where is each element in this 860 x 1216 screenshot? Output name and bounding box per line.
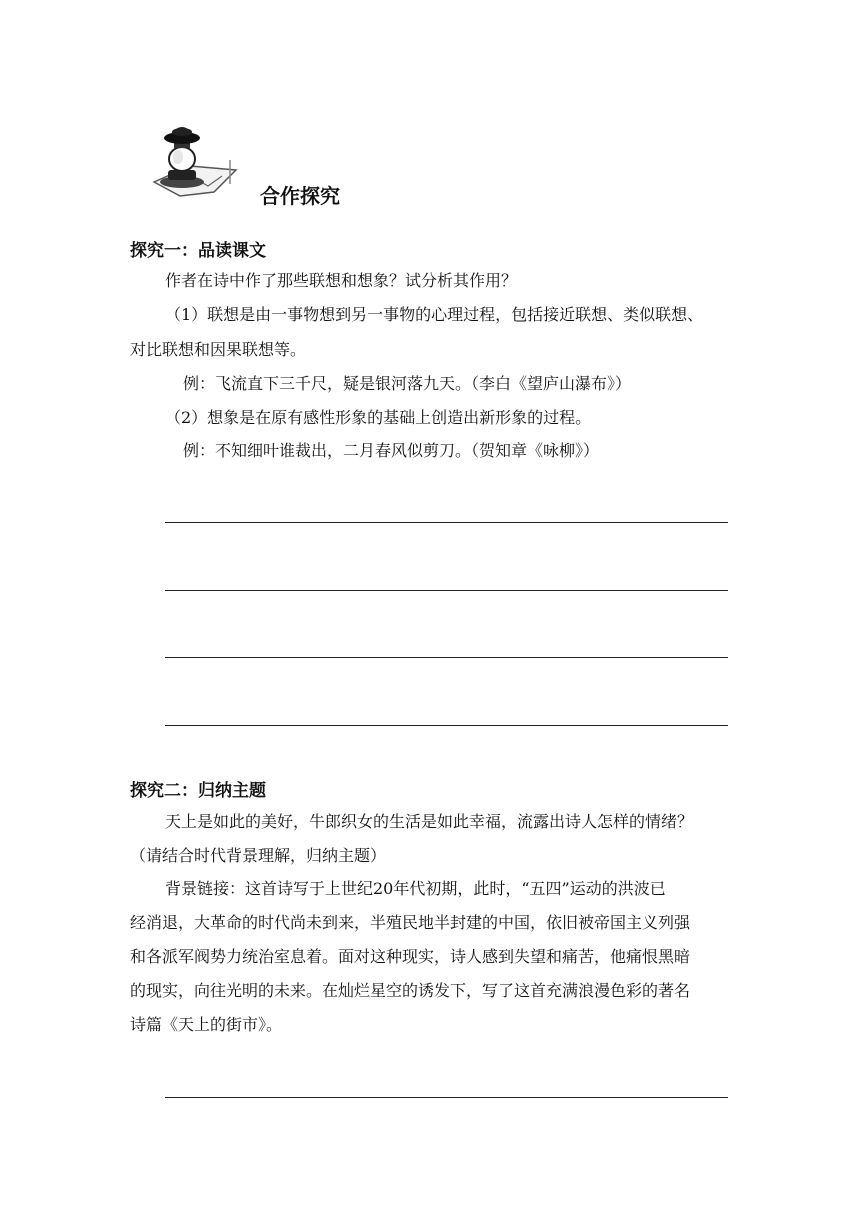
section1-heading: 探究一：品读课文 <box>130 241 266 261</box>
item1-line2: 对比联想和因果联想等。 <box>130 340 307 359</box>
example2: 例：不知细叶谁裁出，二月春风似剪刀。（贺知章《咏柳》） <box>183 441 600 460</box>
answer-line[interactable] <box>165 522 728 523</box>
background-line: 诗篇《天上的街市》。 <box>130 1015 283 1034</box>
item1-line1: （1）联想是由一事物想到另一事物的心理过程，包括接近联想、类似联想、 <box>165 305 704 324</box>
background-line: 和各派军阀势力统治室息着。面对这种现实，诗人感到失望和痛苦，他痛恨黑暗 <box>130 947 691 966</box>
answer-line[interactable] <box>165 590 728 591</box>
item2: （2）想象是在原有感性形象的基础上创造出新形象的过程。 <box>165 408 592 427</box>
section1-question: 作者在诗中作了那些联想和想象？试分析其作用？ <box>165 271 518 290</box>
background-line: 的现实，向往光明的未来。在灿烂星空的诱发下，写了这首充满浪漫色彩的著名 <box>130 981 691 1000</box>
section2-question-line1: 天上是如此的美好，牛郎织女的生活是如此幸福，流露出诗人怎样的情绪？ <box>165 812 694 831</box>
page-title: 合作探究 <box>260 184 340 208</box>
answer-line[interactable] <box>165 657 728 658</box>
lantern-icon <box>150 126 240 198</box>
example1: 例：飞流直下三千尺，疑是银河落九天。（李白《望庐山瀑布》） <box>183 374 632 393</box>
background-line: 经消退，大革命的时代尚未到来，半殖民地半封建的中国，依旧被帝国主义列强 <box>130 913 691 932</box>
answer-line[interactable] <box>165 1097 728 1098</box>
section2-heading: 探究二：归纳主题 <box>130 781 266 801</box>
background-line: 背景链接：这首诗写于上世纪20年代初期，此时，“五四”运动的洪波已 <box>165 879 666 898</box>
section2-question-line2: （请结合时代背景理解，归纳主题） <box>130 846 387 865</box>
answer-line[interactable] <box>165 725 728 726</box>
